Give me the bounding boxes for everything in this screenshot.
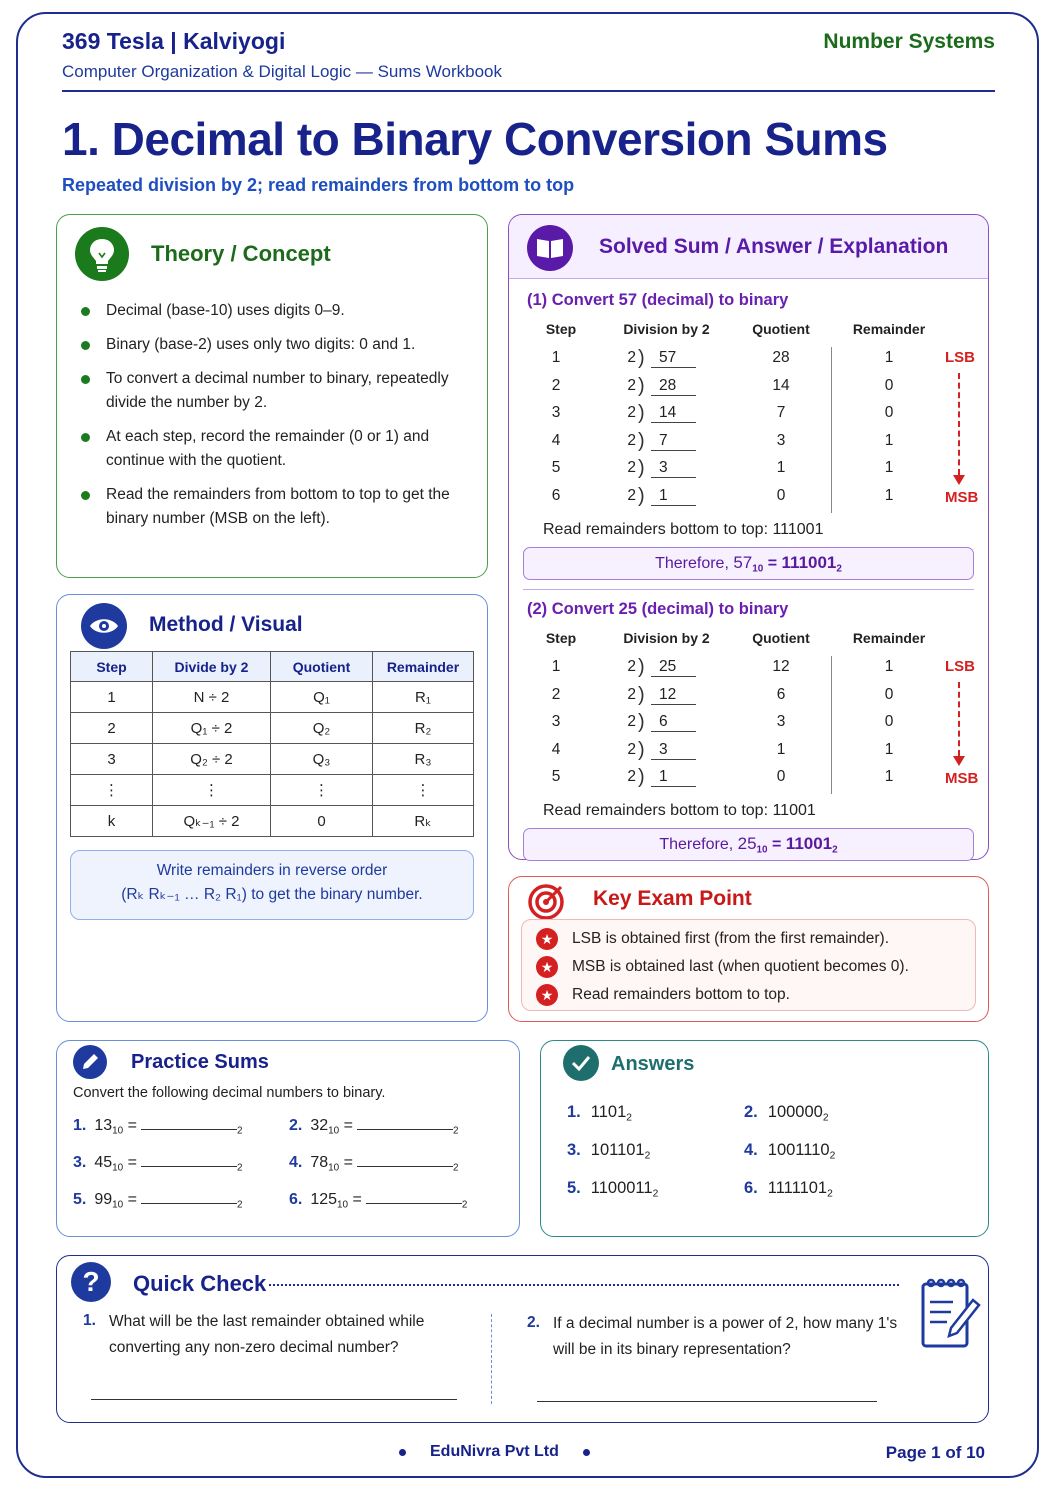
division-bracket: ) [638,457,645,480]
practice-value: 32 [310,1117,329,1134]
decimal-value: 57 [733,552,753,572]
read-remainders [543,802,816,820]
answer-base: 2 [822,1112,829,1124]
solution-row [509,404,990,432]
practice-number: 1. [73,1117,87,1134]
practice-value: 78 [310,1154,329,1171]
read-remainders [543,521,823,539]
footer-dot [583,1449,590,1456]
check-circle-icon [563,1045,599,1081]
answer-number: 4. [744,1141,758,1159]
theory-panel [56,214,488,578]
question-separator [491,1314,492,1404]
column-header: Division by 2 [623,321,710,337]
solution-row [509,768,990,796]
sum-title: (2) Convert 25 (decimal) to binary [527,600,789,618]
equals-sign: = [123,1191,137,1208]
answer-base: 2 [452,1162,459,1174]
divisor: 2 [627,685,636,703]
method-cell: R₁ [373,682,474,713]
practice-panel [56,1040,520,1237]
answer-blank[interactable] [357,1116,453,1130]
division-bracket: ) [638,683,645,706]
remainder: 1 [884,349,894,366]
therefore-box [523,547,974,580]
division-bracket: ) [638,656,645,678]
step-number: 5 [551,768,561,786]
practice-item [73,1153,242,1172]
question-line: What will be the last remainder obtained while [109,1313,425,1330]
remainder: 1 [884,487,894,504]
method-cell: ⋮ [373,775,474,806]
equals-sign: = [763,554,782,572]
footer-company: EduNivra Pvt Ltd [430,1443,559,1460]
book-icon [527,225,573,271]
practice-value: 125 [310,1191,338,1208]
method-header: Divide by 2 [153,652,271,682]
method-cell: ⋮ [153,775,271,806]
equals-sign: = [767,836,786,853]
practice-item [73,1116,242,1135]
remainder: 1 [884,768,894,786]
practice-value: 99 [94,1191,113,1208]
solution-row [509,349,990,377]
solution-row [509,658,990,686]
practice-base: 10 [337,1199,349,1211]
method-header: Quotient [271,652,373,682]
division-bracket: ) [638,402,645,425]
answer-base: 2 [236,1199,243,1211]
notepad-icon [917,1274,981,1357]
answer-blank[interactable] [141,1116,237,1130]
answer-value: 1001110 [767,1141,830,1159]
divisor: 2 [627,349,636,366]
answer-base: 2 [644,1150,651,1162]
binary-value: 11001 [785,834,833,853]
answer-value: 101101 [590,1141,645,1159]
method-cell: Rₖ [373,806,474,837]
divisor: 2 [627,431,636,449]
star-icon: ★ [536,928,558,950]
remainder: 0 [884,713,894,731]
page-number: Page 1 of 10 [885,1443,985,1462]
division-bracket: ) [638,711,645,734]
divisor: 2 [627,713,636,731]
page-title: 1. Decimal to Binary Conversion Sums [62,113,888,165]
answer-base: 2 [626,1112,632,1124]
solution-row [509,459,990,487]
theory-bullet: To convert a decimal number to binary, repeatedly divide the number by 2. [79,367,474,415]
answer-blank[interactable] [141,1190,237,1204]
practice-item [289,1116,458,1135]
arrow-head [953,756,965,766]
key-exam-panel [508,876,989,1022]
equals-sign: = [339,1154,353,1171]
practice-number: 3. [73,1154,87,1171]
solution-row [509,374,990,405]
divisor: 2 [627,459,636,477]
answer-number: 6. [744,1179,758,1197]
answers-panel [540,1040,989,1237]
method-cell: Q₂ ÷ 2 [153,744,271,775]
method-panel [56,594,488,1022]
lsb-msb-arrow [958,682,960,756]
remainder: 1 [884,658,894,675]
dividend: 12 [651,686,696,705]
dividend: 57 [651,349,696,368]
answer-number: 5. [567,1179,581,1197]
method-row [71,713,474,744]
quotient: 0 [776,768,786,786]
page-tagline: Repeated division by 2; read remainders from bottom to top [62,175,575,195]
solution-header-row [509,321,990,349]
equals-sign: = [348,1191,362,1208]
dividend: 7 [651,432,696,451]
solution-row [509,738,990,769]
quick-check-panel [56,1255,989,1423]
answer-item [567,1179,658,1198]
quotient: 12 [772,658,790,675]
answer-item [744,1179,833,1198]
solution-header-row [509,630,990,658]
dividend: 1 [651,487,696,506]
practice-base: 10 [112,1125,124,1137]
step-number: 2 [551,685,561,703]
practice-item [73,1190,242,1209]
remainder: 0 [884,376,894,394]
read-label: Read remainders bottom to top: [543,520,773,538]
step-number: 6 [551,487,561,504]
therefore-label: Therefore, [655,554,734,572]
column-divider [831,347,832,513]
decimal-base: 10 [756,844,768,856]
dividend: 1 [651,768,696,787]
dividend: 28 [651,377,696,396]
method-cell: Q₁ ÷ 2 [153,713,271,744]
read-result: 11001 [772,802,816,819]
divisor: 2 [627,404,636,422]
solution-grid [509,321,990,517]
column-header: Remainder [852,630,926,646]
theory-bullet: Read the remainders from bottom to top to get the binary number (MSB on the left). [79,483,474,531]
answer-blank[interactable] [357,1153,453,1167]
column-header: Step [545,630,577,646]
method-note [70,850,474,920]
quick-check-title: Quick Check [133,1271,267,1296]
answer-line[interactable] [91,1399,457,1400]
division-bracket: ) [638,374,645,397]
dotted-divider [269,1284,899,1286]
theory-title: Theory / Concept [151,241,331,266]
step-number: 1 [551,349,561,366]
divisor: 2 [627,740,636,758]
theory-bullets [79,299,474,541]
quotient: 0 [776,487,786,504]
practice-number: 2. [289,1117,303,1134]
answers-title: Answers [611,1053,695,1075]
step-number: 3 [551,713,561,731]
question-number: 1. [83,1312,96,1329]
dividend: 14 [651,404,696,423]
answer-value: 1101 [590,1103,627,1121]
step-number: 4 [551,740,561,758]
method-cell: R₂ [373,713,474,744]
answer-base: 2 [827,1188,833,1200]
method-cell: 1 [71,682,153,713]
star-icon: ★ [536,956,558,978]
question-line: If a decimal number is a power of 2, how many 1's [553,1315,898,1332]
quotient: 14 [772,376,790,394]
read-result: 111001 [772,520,824,538]
solution-grid [509,630,990,798]
step-number: 5 [551,459,561,477]
column-divider [831,656,832,794]
method-header: Step [71,652,153,682]
eye-icon [81,603,127,649]
division-bracket: ) [638,429,645,452]
method-cell: Q₃ [271,744,373,775]
method-table [70,651,474,837]
answer-value: 1100011 [590,1179,653,1197]
solved-title: Solved Sum / Answer / Explanation [599,235,949,258]
header-divider [62,90,995,92]
practice-base: 10 [328,1162,340,1174]
practice-value: 13 [94,1117,113,1134]
answer-line[interactable] [537,1401,877,1402]
msb-label: MSB [945,770,979,788]
practice-base: 10 [328,1125,340,1137]
remainder: 0 [884,685,894,703]
lsb-label: LSB [945,658,975,675]
answer-value: 100000 [767,1103,823,1121]
practice-instruction: Convert the following decimal numbers to binary. [73,1085,386,1101]
read-label: Read remainders bottom to top: [543,802,773,819]
method-cell: 3 [71,744,153,775]
sum-separator [523,589,974,591]
divisor: 2 [627,658,636,675]
method-header: Remainder [373,652,474,682]
key-point: MSB is obtained last (when quotient becomes 0). [572,958,909,975]
division-bracket: ) [638,738,645,761]
answer-base: 2 [452,1125,459,1137]
key-point: Read remainders bottom to top. [572,986,790,1003]
brand: 369 Tesla | Kalviyogi [62,28,286,54]
step-number: 1 [551,658,561,675]
question-number: 2. [527,1314,540,1331]
column-header: Quotient [752,321,810,337]
footer-dot [399,1449,406,1456]
sum-title: (1) Convert 57 (decimal) to binary [527,291,789,309]
binary-base: 2 [836,563,842,575]
column-header: Quotient [752,630,810,646]
quotient: 1 [776,459,786,477]
quotient: 28 [772,349,790,366]
solved-panel [508,214,989,860]
answer-base: 2 [236,1125,243,1137]
practice-item [289,1190,467,1209]
pencil-icon [73,1045,107,1079]
equals-sign: = [339,1117,353,1134]
dividend: 3 [651,459,696,478]
quotient: 1 [776,740,786,758]
solution-row [509,713,990,741]
practice-number: 5. [73,1191,87,1208]
method-row [71,682,474,713]
remainder: 1 [884,431,894,449]
answer-item [567,1141,650,1160]
lightbulb-icon [75,227,129,281]
step-number: 3 [551,404,561,422]
practice-base: 10 [112,1162,124,1174]
column-header: Step [545,321,577,337]
answer-value: 1111101 [767,1179,828,1197]
lsb-msb-arrow [958,373,960,475]
quotient: 7 [776,404,786,422]
method-cell: Qₖ₋₁ ÷ 2 [153,806,271,837]
answer-blank[interactable] [141,1153,237,1167]
divisor: 2 [627,768,636,786]
method-cell: N ÷ 2 [153,682,271,713]
therefore-label: Therefore, [659,836,738,853]
method-row [71,744,474,775]
method-cell: Q₂ [271,713,373,744]
step-number: 2 [551,376,561,394]
quotient: 6 [776,685,786,703]
answer-base: 2 [236,1162,243,1174]
theory-bullet: Decimal (base-10) uses digits 0–9. [79,299,474,323]
equals-sign: = [123,1117,137,1134]
practice-item [289,1153,458,1172]
method-cell: Q₁ [271,682,373,713]
solution-row [509,429,990,460]
binary-value: 111001 [781,552,837,572]
lsb-label: LSB [945,349,975,366]
question-icon: ? [71,1262,111,1302]
method-cell: k [71,806,153,837]
key-point: LSB is obtained first (from the first remainder). [572,930,890,947]
solution-row [509,683,990,714]
answer-base: 2 [461,1199,468,1211]
quotient: 3 [776,713,786,731]
division-bracket: ) [638,485,645,507]
arrow-head [953,475,965,485]
solution-row [509,487,990,515]
column-header: Division by 2 [623,630,710,646]
column-header: Remainder [852,321,926,337]
method-cell: 0 [271,806,373,837]
topic-label: Number Systems [823,30,995,53]
answer-number: 3. [567,1141,581,1159]
method-row [71,806,474,837]
divisor: 2 [627,376,636,394]
method-cell: 2 [71,713,153,744]
answer-item [744,1141,835,1160]
target-icon [527,883,565,921]
remainder: 1 [884,740,894,758]
method-cell: ⋮ [271,775,373,806]
key-exam-title: Key Exam Point [593,887,752,910]
answer-base: 2 [829,1150,836,1162]
dividend: 6 [651,713,696,732]
theory-bullet: Binary (base-2) uses only two digits: 0 and 1. [79,333,474,357]
division-bracket: ) [638,347,645,369]
practice-value: 45 [94,1154,113,1171]
practice-number: 4. [289,1154,303,1171]
remainder: 0 [884,404,894,422]
method-cell: R₃ [373,744,474,775]
binary-base: 2 [832,844,838,856]
subtitle: Computer Organization & Digital Logic — Sums Workbook [62,62,502,81]
answer-blank[interactable] [366,1190,462,1204]
msb-label: MSB [945,489,979,506]
answer-item [744,1103,829,1122]
answer-item [567,1103,632,1122]
method-note-line: Write remainders in reverse order [156,862,388,879]
method-row [71,775,474,806]
question-text [109,1309,424,1361]
question-text [553,1311,897,1363]
division-bracket: ) [638,766,645,789]
divisor: 2 [627,487,636,504]
answer-base: 2 [652,1188,659,1200]
dividend: 3 [651,741,696,760]
practice-title: Practice Sums [131,1051,269,1073]
question-line: will be in its binary representation? [553,1341,791,1358]
equals-sign: = [123,1154,137,1171]
answer-number: 2. [744,1103,758,1121]
theory-bullet: At each step, record the remainder (0 or 1) and continue with the quotient. [79,425,474,473]
quotient: 3 [776,431,786,449]
practice-number: 6. [289,1191,303,1208]
step-number: 4 [551,431,561,449]
method-cell: ⋮ [71,775,153,806]
decimal-value: 25 [737,834,757,853]
practice-base: 10 [112,1199,124,1211]
question-line: converting any non-zero decimal number? [109,1339,399,1356]
star-icon: ★ [536,984,558,1006]
remainder: 1 [884,459,894,477]
dividend: 25 [651,658,696,677]
decimal-base: 10 [752,563,764,575]
key-exam-box [521,919,976,1011]
method-note-line: (Rₖ Rₖ₋₁ … R₂ R₁) to get the binary number. [121,886,423,903]
answer-number: 1. [567,1103,581,1121]
therefore-box [523,828,974,861]
method-title: Method / Visual [149,613,303,636]
